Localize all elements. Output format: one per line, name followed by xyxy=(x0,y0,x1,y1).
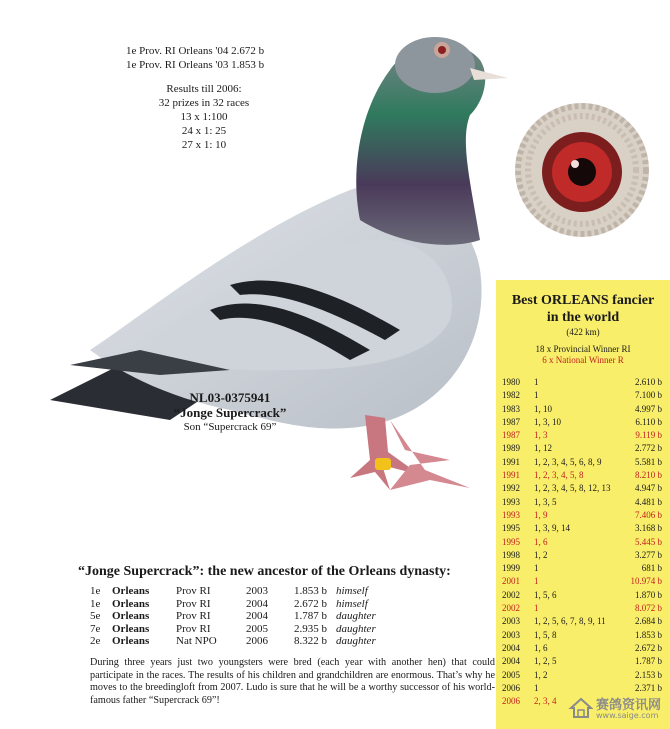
results-line: 32 prizes in 32 races xyxy=(158,97,250,109)
win-row xyxy=(502,642,666,655)
win-year: 1987 xyxy=(502,430,520,441)
offspring-row xyxy=(90,585,490,598)
offspring-row xyxy=(90,623,490,636)
win-distance: 8.210 b xyxy=(635,470,662,481)
win-row xyxy=(502,589,666,602)
win-row xyxy=(502,549,666,562)
result-place: 5e xyxy=(90,610,101,623)
win-year: 2006 xyxy=(502,696,520,707)
win-distance: 2.672 b xyxy=(635,642,662,653)
win-places: 1, 2, 3, 4, 5, 8, 12, 13 xyxy=(534,483,611,494)
win-places: 2, 3, 4 xyxy=(534,696,557,707)
win-year: 1999 xyxy=(502,563,520,574)
race-year: 2006 xyxy=(246,635,268,648)
race-category: Prov RI xyxy=(176,597,211,610)
watermark-chinese: 赛鸽资讯网 xyxy=(596,698,662,713)
relation: daughter xyxy=(336,635,376,648)
relation: himself xyxy=(336,597,368,610)
watermark-url: www.saige.com xyxy=(596,711,659,720)
win-distance: 7.406 b xyxy=(635,509,662,520)
race-name: Orleans xyxy=(112,610,150,623)
win-year: 2003 xyxy=(502,616,520,627)
win-distance: 2.153 b xyxy=(635,669,662,680)
race-year: 2005 xyxy=(246,622,268,635)
win-year: 1987 xyxy=(502,416,520,427)
results-line: 24 x 1: 25 xyxy=(181,125,227,137)
win-distance: 4.947 b xyxy=(635,483,662,494)
win-row xyxy=(502,602,666,615)
panel-distance: (422 km) xyxy=(566,327,600,337)
win-distance: 2.371 b xyxy=(635,682,662,693)
win-places: 1 xyxy=(534,390,539,401)
race-name: Orleans xyxy=(112,635,150,648)
win-row xyxy=(502,669,666,682)
win-year: 1993 xyxy=(502,496,520,507)
race-name: Orleans xyxy=(112,597,150,610)
race-category: Nat NPO xyxy=(176,635,217,648)
win-row xyxy=(502,456,666,469)
win-row xyxy=(502,416,666,429)
win-places: 1, 2, 5 xyxy=(534,656,557,667)
win-row xyxy=(502,442,666,455)
race-year: 2004 xyxy=(246,610,268,623)
win-row xyxy=(502,629,666,642)
win-year: 1982 xyxy=(502,390,520,401)
win-year: 2002 xyxy=(502,603,520,614)
win-places: 1, 2, 3, 4, 5, 6, 8, 9 xyxy=(534,456,602,467)
win-places: 1 xyxy=(534,563,539,574)
provincial-winner-count: 18 x Provincial Winner RI xyxy=(535,344,631,354)
win-places: 1 xyxy=(534,603,539,614)
win-year: 1991 xyxy=(502,456,520,467)
win-year: 1989 xyxy=(502,443,520,454)
win-row xyxy=(502,509,666,522)
section-title: “Jonge Supercrack”: the new ancestor of the Orleans dynasty: xyxy=(78,564,451,579)
win-row xyxy=(502,615,666,628)
win-places: 1, 2, 3, 4, 5, 8 xyxy=(534,470,584,481)
prov-result-line: 1e Prov. RI Orleans '03 1.853 b xyxy=(126,59,265,71)
win-distance: 6.110 b xyxy=(635,416,662,427)
win-row xyxy=(502,536,666,549)
race-distance: 1.853 b xyxy=(294,585,327,597)
win-year: 2002 xyxy=(502,589,520,600)
win-distance: 2.684 b xyxy=(635,616,662,627)
win-year: 1993 xyxy=(502,509,520,520)
win-year: 1992 xyxy=(502,483,520,494)
race-year: 2003 xyxy=(246,585,268,597)
result-place: 7e xyxy=(90,622,101,635)
win-places: 1 xyxy=(534,377,539,387)
race-distance: 1.787 b xyxy=(294,610,327,623)
result-place: 2e xyxy=(90,635,101,648)
win-distance: 2.610 b xyxy=(635,377,662,387)
relation: daughter xyxy=(336,622,376,635)
win-row xyxy=(502,655,666,668)
race-category: Prov RI xyxy=(176,585,211,597)
race-distance: 8.322 b xyxy=(294,635,327,648)
race-category: Prov RI xyxy=(176,610,211,623)
win-places: 1, 3, 9, 14 xyxy=(534,523,570,534)
win-places: 1, 12 xyxy=(534,443,552,454)
win-places: 1, 6 xyxy=(534,536,548,547)
win-row xyxy=(502,403,666,416)
win-places: 1, 6 xyxy=(534,642,548,653)
race-name: Orleans xyxy=(112,585,150,597)
win-year: 1983 xyxy=(502,403,520,414)
offspring-results-table xyxy=(90,585,490,648)
story-paragraph: During three years just two youngsters were bred (each year with another hen) that could participate in the races. The results of his children and grandchildren are enormous. That’s why he moves to the breedingloft from 2007. Ludo is sure that he will be a worthy successor of his world-famous father “Supercrack 69”! xyxy=(90,657,495,706)
win-year: 2001 xyxy=(502,576,520,587)
offspring-row xyxy=(90,610,490,623)
win-year: 2004 xyxy=(502,642,520,653)
win-places: 1, 2 xyxy=(534,669,548,680)
win-distance: 5.445 b xyxy=(635,536,662,547)
result-place: 1e xyxy=(90,585,101,597)
panel-title: Best ORLEANS fancier in the world xyxy=(511,293,655,325)
win-distance: 7.100 b xyxy=(635,390,662,401)
win-row xyxy=(502,482,666,495)
win-places: 1, 10 xyxy=(534,403,552,414)
wins-list xyxy=(502,376,666,708)
win-places: 1, 5, 8 xyxy=(534,629,557,640)
win-row xyxy=(502,429,666,442)
prov-result-line: 1e Prov. RI Orleans '04 2.672 b xyxy=(126,45,265,57)
fancier-achievements-panel xyxy=(496,280,670,729)
win-row xyxy=(502,469,666,482)
race-distance: 2.935 b xyxy=(294,622,327,635)
race-year: 2004 xyxy=(246,597,268,610)
ring-number: NL03-0375941 xyxy=(189,390,271,405)
win-distance: 9.119 b xyxy=(635,430,662,441)
win-distance: 3.168 b xyxy=(635,523,662,534)
win-year: 2006 xyxy=(502,682,520,693)
win-row xyxy=(502,575,666,588)
win-places: 1, 3 xyxy=(534,430,548,441)
offspring-row xyxy=(90,635,490,648)
win-places: 1, 5, 6 xyxy=(534,589,557,600)
win-row xyxy=(502,496,666,509)
win-row xyxy=(502,562,666,575)
pigeon-nickname: “Jonge Supercrack” xyxy=(173,405,287,420)
win-row xyxy=(502,376,666,389)
win-places: 1, 3, 10 xyxy=(534,416,561,427)
race-name: Orleans xyxy=(112,622,150,635)
win-year: 1995 xyxy=(502,523,520,534)
win-row xyxy=(502,389,666,402)
win-places: 1, 3, 5 xyxy=(534,496,557,507)
win-places: 1 xyxy=(534,576,539,587)
results-line: 27 x 1: 10 xyxy=(181,139,227,151)
site-watermark xyxy=(566,692,670,724)
win-year: 1995 xyxy=(502,536,520,547)
win-places: 1, 9 xyxy=(534,509,548,520)
race-category: Prov RI xyxy=(176,622,211,635)
win-distance: 1.853 b xyxy=(635,629,662,640)
win-year: 2003 xyxy=(502,629,520,640)
win-year: 2004 xyxy=(502,656,520,667)
relation: himself xyxy=(336,585,368,597)
win-distance: 2.772 b xyxy=(635,443,662,454)
win-distance: 4.997 b xyxy=(635,403,662,414)
win-year: 1998 xyxy=(502,549,520,560)
win-distance: 3.277 b xyxy=(635,549,662,560)
pigeon-name-block xyxy=(140,390,320,435)
win-places: 1, 2 xyxy=(534,549,548,560)
win-distance: 4.481 b xyxy=(635,496,662,507)
win-year: 1980 xyxy=(502,377,520,387)
win-distance: 8.072 b xyxy=(635,603,662,614)
results-line: 13 x 1:100 xyxy=(180,111,228,123)
eye-closeup-image xyxy=(512,100,652,240)
win-places: 1 xyxy=(534,682,539,693)
offspring-row xyxy=(90,598,490,611)
win-distance: 1.787 b xyxy=(635,656,662,667)
results-heading: Results till 2006: xyxy=(166,83,242,95)
race-distance: 2.672 b xyxy=(294,597,327,610)
win-distance: 681 b xyxy=(641,563,662,574)
win-distance: 1.870 b xyxy=(635,589,662,600)
win-year: 2005 xyxy=(502,669,520,680)
win-distance: 10.974 b xyxy=(630,576,662,587)
national-winner-count: 6 x National Winner R xyxy=(542,355,624,365)
win-row xyxy=(502,522,666,535)
win-places: 1, 2, 5, 6, 7, 8, 9, 11 xyxy=(534,616,606,627)
win-distance: 5.581 b xyxy=(635,456,662,467)
result-place: 1e xyxy=(90,597,101,610)
house-logo-icon xyxy=(568,695,594,721)
win-year: 1991 xyxy=(502,470,520,481)
relation: daughter xyxy=(336,610,376,623)
pigeon-parentage: Son “Supercrack 69” xyxy=(183,421,277,433)
